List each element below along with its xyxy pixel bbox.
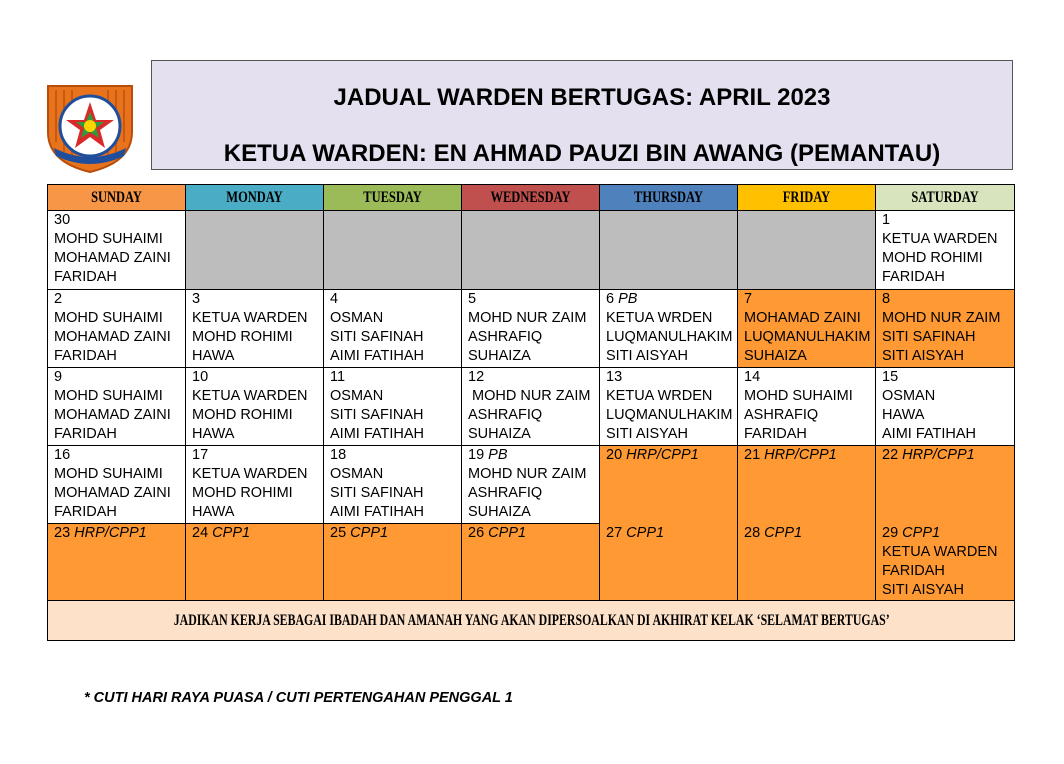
motto-banner <box>48 601 1015 641</box>
day-number: 8 <box>882 291 891 307</box>
weekday-header-row <box>48 185 1015 211</box>
weekday-header-2 <box>324 185 462 211</box>
day-number: 1 <box>882 212 891 228</box>
warden-name: SITI SAFINAH <box>330 485 424 501</box>
warden-name: KETUA WARDEN <box>882 231 998 247</box>
warden-name: AIMI FATIHAH <box>330 504 424 520</box>
warden-name: HAWA <box>192 348 235 364</box>
day-number-line <box>606 290 737 309</box>
day-cell <box>738 290 876 368</box>
warden-name: SUHAIZA <box>468 504 531 520</box>
warden-name: SUHAIZA <box>468 348 531 364</box>
warden-name: SUHAIZA <box>744 348 807 364</box>
day-number-line <box>468 446 599 465</box>
warden-name: FARIDAH <box>744 426 807 442</box>
day-cell <box>876 446 1015 524</box>
day-number-line <box>192 524 323 543</box>
weekday-label: MONDAY <box>226 189 283 206</box>
day-cell <box>48 446 186 524</box>
weekday-header-1 <box>186 185 324 211</box>
warden-name: ASHRAFIQ <box>468 329 543 345</box>
day-number: 14 <box>744 369 761 385</box>
day-tag: CPP1 <box>764 524 803 541</box>
day-cell <box>186 446 324 524</box>
day-cell <box>48 290 186 368</box>
day-number: 27 <box>606 524 623 541</box>
day-tag: CPP1 <box>626 524 665 541</box>
page-subtitle: KETUA WARDEN: EN AHMAD PAUZI BIN AWANG (PEMANTAU) <box>223 140 941 167</box>
warden-name: SITI AISYAH <box>882 581 964 598</box>
day-tag: HRP/CPP1 <box>902 447 975 463</box>
week-row <box>48 524 1015 601</box>
day-cell <box>600 446 738 524</box>
day-number: 30 <box>54 212 71 228</box>
day-cell <box>876 524 1015 601</box>
week-row <box>48 446 1015 524</box>
school-crest-icon <box>44 82 136 174</box>
weekday-header-4 <box>600 185 738 211</box>
warden-name: MOHD ROHIMI <box>882 250 983 266</box>
day-number-line <box>330 290 461 309</box>
day-cell <box>324 524 462 601</box>
warden-name: MOHD SUHAIMI <box>54 466 163 482</box>
day-cell <box>48 524 186 601</box>
day-tag: CPP1 <box>488 525 527 541</box>
day-cell <box>462 290 600 368</box>
day-number-line <box>882 368 1014 387</box>
weekday-header-5 <box>738 185 876 211</box>
day-number: 3 <box>192 291 201 307</box>
day-number: 21 <box>744 447 761 463</box>
day-number-line <box>54 368 185 387</box>
day-tag: CPP1 <box>212 525 251 541</box>
day-number: 23 <box>54 525 71 541</box>
day-number-line <box>744 446 875 465</box>
warden-name: SUHAIZA <box>468 426 531 442</box>
warden-name: ASHRAFIQ <box>744 407 819 423</box>
warden-name: MOHD SUHAIMI <box>54 231 163 247</box>
warden-name: SITI SAFINAH <box>330 329 424 345</box>
footnote: * CUTI HARI RAYA PUASA / CUTI PERTENGAHAN PENGGAL 1 <box>84 690 513 706</box>
day-number-line <box>882 446 1014 465</box>
day-tag: PB <box>618 291 638 307</box>
warden-name: MOHAMAD ZAINI <box>54 329 171 345</box>
day-cell <box>324 290 462 368</box>
warden-name: FARIDAH <box>54 426 117 442</box>
day-number: 22 <box>882 447 899 463</box>
day-cell <box>462 524 600 601</box>
warden-name: SITI SAFINAH <box>330 407 424 423</box>
day-tag: PB <box>488 447 508 463</box>
weekday-label: WEDNESDAY <box>490 189 571 206</box>
warden-name: ASHRAFIQ <box>468 407 543 423</box>
day-number-line <box>606 368 737 387</box>
warden-name: FARIDAH <box>54 348 117 364</box>
day-number-line <box>192 368 323 387</box>
week-row <box>48 290 1015 368</box>
day-number: 18 <box>330 447 347 463</box>
day-number-line <box>54 524 185 543</box>
warden-name: MOHD ROHIMI <box>192 485 293 501</box>
day-number-line <box>468 368 599 387</box>
day-cell <box>186 290 324 368</box>
warden-name: SITI AISYAH <box>606 426 688 442</box>
day-number-line <box>606 446 737 465</box>
warden-name: SITI AISYAH <box>606 348 688 364</box>
motto-text: JADIKAN KERJA SEBAGAI IBADAH DAN AMANAH YANG AKAN DIPERSOALKAN DI AKHIRAT KELAK ‘SELAMAT BERTUGAS’ <box>173 611 890 629</box>
day-cell <box>600 290 738 368</box>
warden-name: AIMI FATIHAH <box>330 348 424 364</box>
day-cell <box>600 368 738 446</box>
day-cell <box>186 368 324 446</box>
weekday-header-6 <box>876 185 1015 211</box>
day-number: 15 <box>882 369 899 385</box>
warden-name: KETUA WARDEN <box>192 466 308 482</box>
day-number-line <box>606 524 737 543</box>
warden-name: MOHD NUR ZAIM <box>468 310 587 326</box>
warden-name: MOHD NUR ZAIM <box>468 466 587 482</box>
day-number: 4 <box>330 291 339 307</box>
warden-name: KETUA WARDEN <box>192 388 308 404</box>
warden-name: SITI SAFINAH <box>882 329 976 345</box>
day-cell <box>876 368 1015 446</box>
day-tag: HRP/CPP1 <box>764 447 837 463</box>
warden-name: MOHAMAD ZAINI <box>744 310 861 326</box>
warden-name: KETUA WARDEN <box>192 310 308 326</box>
day-cell <box>738 211 876 290</box>
weekday-label: THURSDAY <box>634 189 703 206</box>
day-cell <box>738 368 876 446</box>
duty-calendar-table <box>47 184 1015 641</box>
weekday-label: SUNDAY <box>91 189 142 206</box>
warden-name: FARIDAH <box>882 269 945 285</box>
day-cell <box>324 446 462 524</box>
day-number: 9 <box>54 369 63 385</box>
warden-name: OSMAN <box>330 388 384 404</box>
warden-name: MOHAMAD ZAINI <box>54 407 171 423</box>
day-cell <box>876 290 1015 368</box>
day-number: 6 <box>606 291 615 307</box>
weekday-label: SATURDAY <box>911 189 979 206</box>
day-number: 5 <box>468 291 477 307</box>
day-tag: HRP/CPP1 <box>74 525 147 541</box>
warden-name: FARIDAH <box>882 562 945 579</box>
warden-name: FARIDAH <box>54 504 117 520</box>
warden-name: MOHD ROHIMI <box>192 407 293 423</box>
day-number: 19 <box>468 447 485 463</box>
warden-name: AIMI FATIHAH <box>882 426 976 442</box>
day-tag: CPP1 <box>350 525 389 541</box>
day-cell <box>186 211 324 290</box>
day-cell <box>48 368 186 446</box>
day-cell <box>324 211 462 290</box>
day-number-line <box>744 524 875 543</box>
day-cell <box>186 524 324 601</box>
day-number-line <box>744 368 875 387</box>
warden-name: MOHD ROHIMI <box>192 329 293 345</box>
day-cell <box>738 446 876 524</box>
day-number: 13 <box>606 369 623 385</box>
weekday-header-0 <box>48 185 186 211</box>
warden-name: AIMI FATIHAH <box>330 426 424 442</box>
title-box <box>151 60 1013 170</box>
day-number-line <box>192 446 323 465</box>
day-number-line <box>882 290 1014 309</box>
warden-name: FARIDAH <box>54 269 117 285</box>
day-tag: HRP/CPP1 <box>626 447 699 463</box>
day-number: 10 <box>192 369 209 385</box>
day-cell <box>600 524 738 601</box>
day-number-line <box>54 211 185 230</box>
day-number-line <box>882 211 1014 230</box>
weekday-header-3 <box>462 185 600 211</box>
weekday-label: FRIDAY <box>782 189 831 206</box>
warden-name: KETUA WRDEN <box>606 388 713 404</box>
warden-name: LUQMANULHAKIM <box>744 329 871 345</box>
warden-name: SITI AISYAH <box>882 348 964 364</box>
day-tag: CPP1 <box>902 524 941 541</box>
warden-name: MOHD NUR ZAIM <box>468 388 591 404</box>
day-number: 24 <box>192 525 209 541</box>
day-number-line <box>330 446 461 465</box>
day-number-line <box>468 524 599 543</box>
warden-name: HAWA <box>882 407 925 423</box>
warden-name: MOHD SUHAIMI <box>54 388 163 404</box>
week-row <box>48 368 1015 446</box>
day-number-line <box>882 524 1014 543</box>
day-cell <box>738 524 876 601</box>
day-cell <box>462 368 600 446</box>
day-number-line <box>744 290 875 309</box>
day-number: 7 <box>744 291 753 307</box>
warden-name: HAWA <box>192 504 235 520</box>
day-cell <box>462 446 600 524</box>
warden-name: HAWA <box>192 426 235 442</box>
warden-name: ASHRAFIQ <box>468 485 543 501</box>
day-number: 29 <box>882 524 899 541</box>
day-number-line <box>330 368 461 387</box>
warden-name: MOHD NUR ZAIM <box>882 310 1001 326</box>
day-number: 11 <box>330 369 346 385</box>
day-number: 12 <box>468 369 485 385</box>
warden-name: MOHAMAD ZAINI <box>54 485 171 501</box>
day-number-line <box>192 290 323 309</box>
day-number: 28 <box>744 524 761 541</box>
warden-name: OSMAN <box>330 310 384 326</box>
warden-name: MOHAMAD ZAINI <box>54 250 171 266</box>
day-number-line <box>468 290 599 309</box>
day-number-line <box>330 524 461 543</box>
day-cell <box>48 211 186 290</box>
week-row <box>48 211 1015 290</box>
warden-name: OSMAN <box>330 466 384 482</box>
day-number-line <box>54 446 185 465</box>
warden-name: OSMAN <box>882 388 936 404</box>
day-cell <box>324 368 462 446</box>
warden-name: KETUA WRDEN <box>606 310 713 326</box>
day-number: 16 <box>54 447 71 463</box>
day-cell <box>462 211 600 290</box>
page-title: JADUAL WARDEN BERTUGAS: APRIL 2023 <box>333 84 831 111</box>
day-number: 26 <box>468 525 485 541</box>
day-number: 20 <box>606 447 623 463</box>
day-number-line <box>54 290 185 309</box>
warden-name: LUQMANULHAKIM <box>606 329 733 345</box>
day-cell <box>876 211 1015 290</box>
day-number: 17 <box>192 447 209 463</box>
warden-name: KETUA WARDEN <box>882 543 998 560</box>
day-number: 25 <box>330 525 347 541</box>
weekday-label: TUESDAY <box>363 189 422 206</box>
warden-name: LUQMANULHAKIM <box>606 407 733 423</box>
day-cell <box>600 211 738 290</box>
day-number: 2 <box>54 291 63 307</box>
warden-name: MOHD SUHAIMI <box>54 310 163 326</box>
warden-name: MOHD SUHAIMI <box>744 388 853 404</box>
